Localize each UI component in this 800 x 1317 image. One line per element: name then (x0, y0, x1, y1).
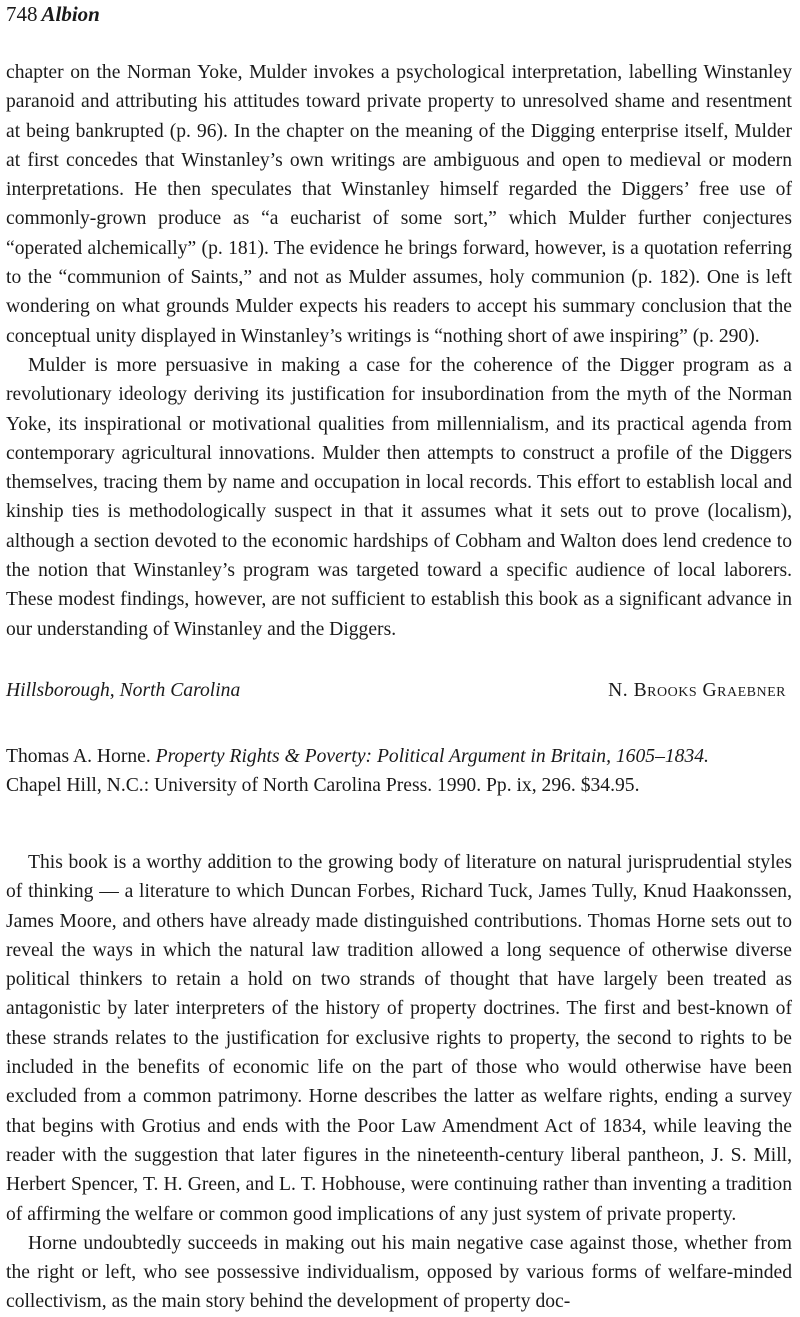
citation-author: Thomas A. Horne. (6, 746, 151, 767)
reviewer-name: N. Brooks Graebner (608, 680, 786, 701)
page-number: 748 (6, 2, 38, 26)
reviewer-location: Hillsborough, North Carolina (6, 680, 241, 701)
review-1-signature (6, 676, 792, 706)
journal-title: Albion (41, 2, 100, 26)
citation-title: Property Rights & Poverty: Political Argument in Britain, 1605–1834. (155, 746, 709, 767)
review-2-body (6, 848, 792, 1317)
review-2-paragraph-2: Horne undoubtedly succeeds in making out his main negative case against those, whether from the right or left, who see possessive individualism, opposed by various forms of welfare-minded collectivism, as the main story behind the development of property doc- (6, 1232, 792, 1313)
running-head (6, 0, 100, 28)
review-2-citation (6, 742, 792, 801)
review-1-paragraph-2: Mulder is more persuasive in making a case for the coherence of the Digger program as a revolutionary ideology deriving its justification for insubordination from the myth of the Norman Yoke, its inspirational or motivational qualities from millennialism, and its practical agenda from contemporary agricultural innovations. Mulder then attempts to construct a profile of the Diggers themselves, tracing them by name and occupation in local records. This effort to establish local and kinship ties is methodologically suspect in that it assumes what it sets out to prove (localism), although a section devoted to the economic hardships of Cobham and Walton does lend credence to the notion that Winstanley’s program was targeted toward a specific audience of local laborers. These modest findings, however, are not sufficient to establish this book as a significant advance in our understanding of Winstanley and the Diggers. (6, 354, 792, 640)
review-1-paragraph-1: chapter on the Norman Yoke, Mulder invokes a psychological interpretation, labelling Winstanley paranoid and attributing his attitudes toward private property to unresolved shame and resentment at being bankrupted (p. 96). In the chapter on the meaning of the Digging enterprise itself, Mulder at first concedes that Winstanley’s own writings are ambiguous and open to medieval or modern interpretations. He then speculates that Winstanley himself regarded the Diggers’ free use of commonly-grown produce as “a eucharist of some sort,” which Mulder further conjectures “operated alchemically” (p. 181). The evidence he brings forward, however, is a quotation referring to the “communion of Saints,” and not as Mulder assumes, holy communion (p. 182). One is left wondering on what grounds Mulder expects his readers to accept his summary conclusion that the conceptual unity displayed in Winstanley’s writings is “nothing short of awe inspiring” (p. 290). (6, 62, 792, 347)
review-1-body (6, 58, 792, 644)
citation-publisher: Chapel Hill, N.C.: University of North Carolina Press. 1990. Pp. ix, 296. $34.95. (6, 775, 640, 797)
review-2-paragraph-1: This book is a worthy addition to the growing body of literature on natural jurisprudential styles of thinking — a literature to which Duncan Forbes, Richard Tuck, James Tully, Knud Haakonssen, James Moore, and others have already made distinguished contributions. Thomas Horne sets out to reveal the ways in which the natural law tradition allowed a long sequence of otherwise diverse political thinkers to retain a hold on two strands of thought that have largely been treated as antagonistic by later interpreters of the history of property doctrines. The first and best-known of these strands relates to the justification for exclusive rights to property, the second to rights to be included in the benefits of economic life on the part of those who would otherwise have been excluded from a common patrimony. Horne describes the latter as welfare rights, ending a survey that begins with Grotius and ends with the Poor Law Amendment Act of 1834, while leaving the reader with the suggestion that later figures in the nineteenth-century liberal pantheon, J. S. Mill, Herbert Spencer, T. H. Green, and L. T. Hobhouse, were continuing rather than inventing a tradition of affirming the welfare or common good implications of any just system of private property. (6, 852, 792, 1225)
